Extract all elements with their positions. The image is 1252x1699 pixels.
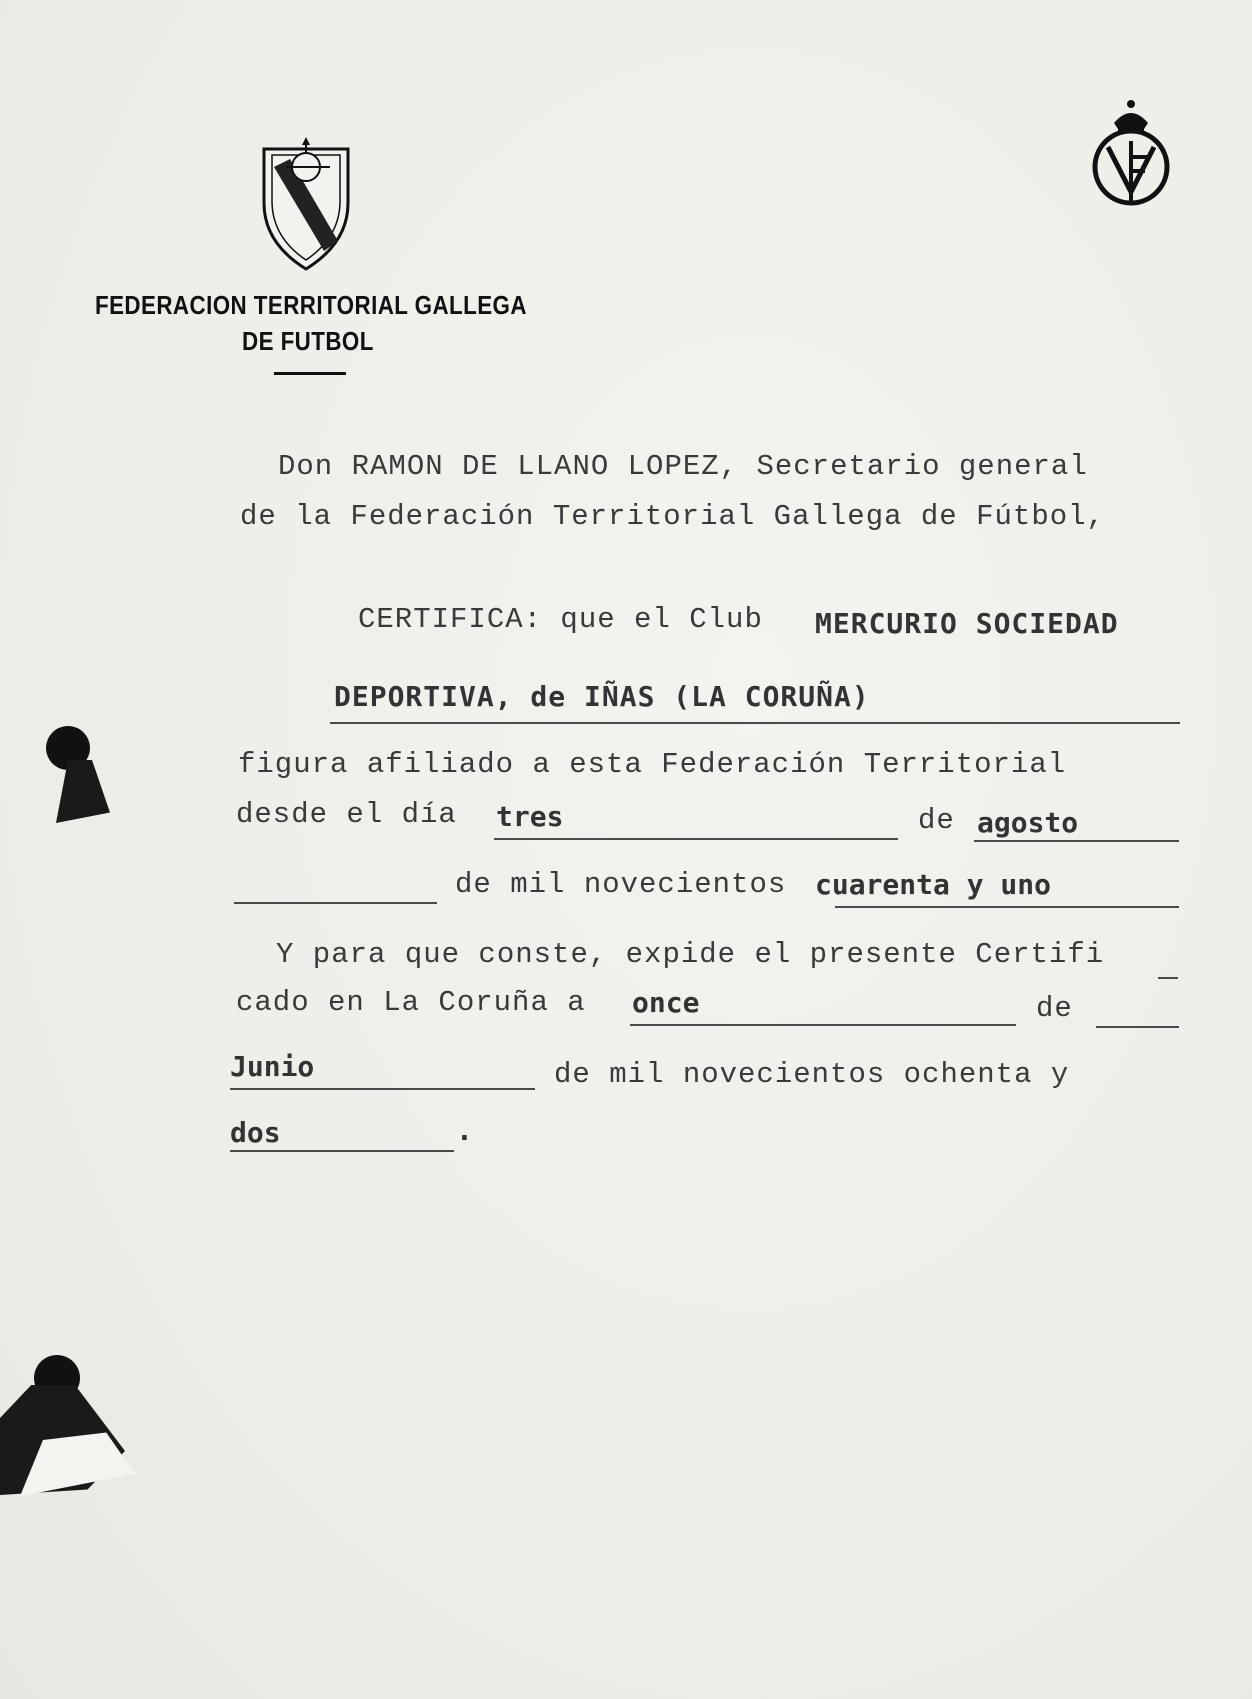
- royal-crown-rfef-emblem-icon: [1090, 97, 1172, 209]
- club-name-underline: [330, 722, 1180, 724]
- day-value: tres: [496, 800, 564, 833]
- de-mil-novecientos-label: de mil novecientos: [455, 868, 787, 901]
- certifica-label: CERTIFICA: que el Club: [358, 603, 763, 636]
- issue-year-tail-value: dos: [230, 1116, 281, 1149]
- issue-year-underline: [230, 1150, 454, 1152]
- punch-hole-top-tear: [50, 760, 110, 830]
- blank-underline-left: [234, 902, 437, 904]
- year-underline: [835, 906, 1179, 908]
- org-name-line2: DE FUTBOL: [242, 326, 374, 356]
- de-label-2: de: [1036, 992, 1073, 1025]
- issue-day-value: once: [632, 986, 700, 1019]
- ochenta-line: de mil novecientos ochenta y: [554, 1058, 1070, 1091]
- issue-day-underline: [630, 1024, 1016, 1026]
- month-underline: [974, 840, 1179, 842]
- de-blank-underline: [1096, 1026, 1179, 1028]
- issue-month-underline: [230, 1088, 535, 1090]
- intro-line-2: de la Federación Territorial Gallega de Fútbol,: [240, 500, 1105, 533]
- final-period: .: [456, 1114, 473, 1147]
- club-name-part1: MERCURIO SOCIEDAD: [815, 607, 1119, 640]
- intro-line-1: Don RAMON DE LLANO LOPEZ, Secretario general: [278, 450, 1088, 483]
- affiliated-line: figura afiliado a esta Federación Territorial: [238, 748, 1067, 781]
- club-name-part2: DEPORTIVA, de IÑAS (LA CORUÑA): [334, 680, 870, 713]
- heading-rule: [274, 372, 346, 375]
- month-value: agosto: [977, 806, 1079, 839]
- cado-en-label: cado en La Coruña a: [236, 986, 586, 1019]
- year-value: cuarenta y uno: [815, 868, 1052, 901]
- certifi-underline-mark: [1158, 977, 1178, 979]
- y-para-line: Y para que conste, expide el presente Certifi: [276, 938, 1105, 971]
- org-name-line1: FEDERACION TERRITORIAL GALLEGA: [95, 290, 527, 320]
- galician-shield-logo-icon: [260, 133, 352, 273]
- day-underline: [494, 838, 898, 840]
- de-label-1: de: [918, 804, 955, 837]
- desde-el-dia-label: desde el día: [236, 798, 457, 831]
- issue-month-value: Junio: [230, 1050, 315, 1083]
